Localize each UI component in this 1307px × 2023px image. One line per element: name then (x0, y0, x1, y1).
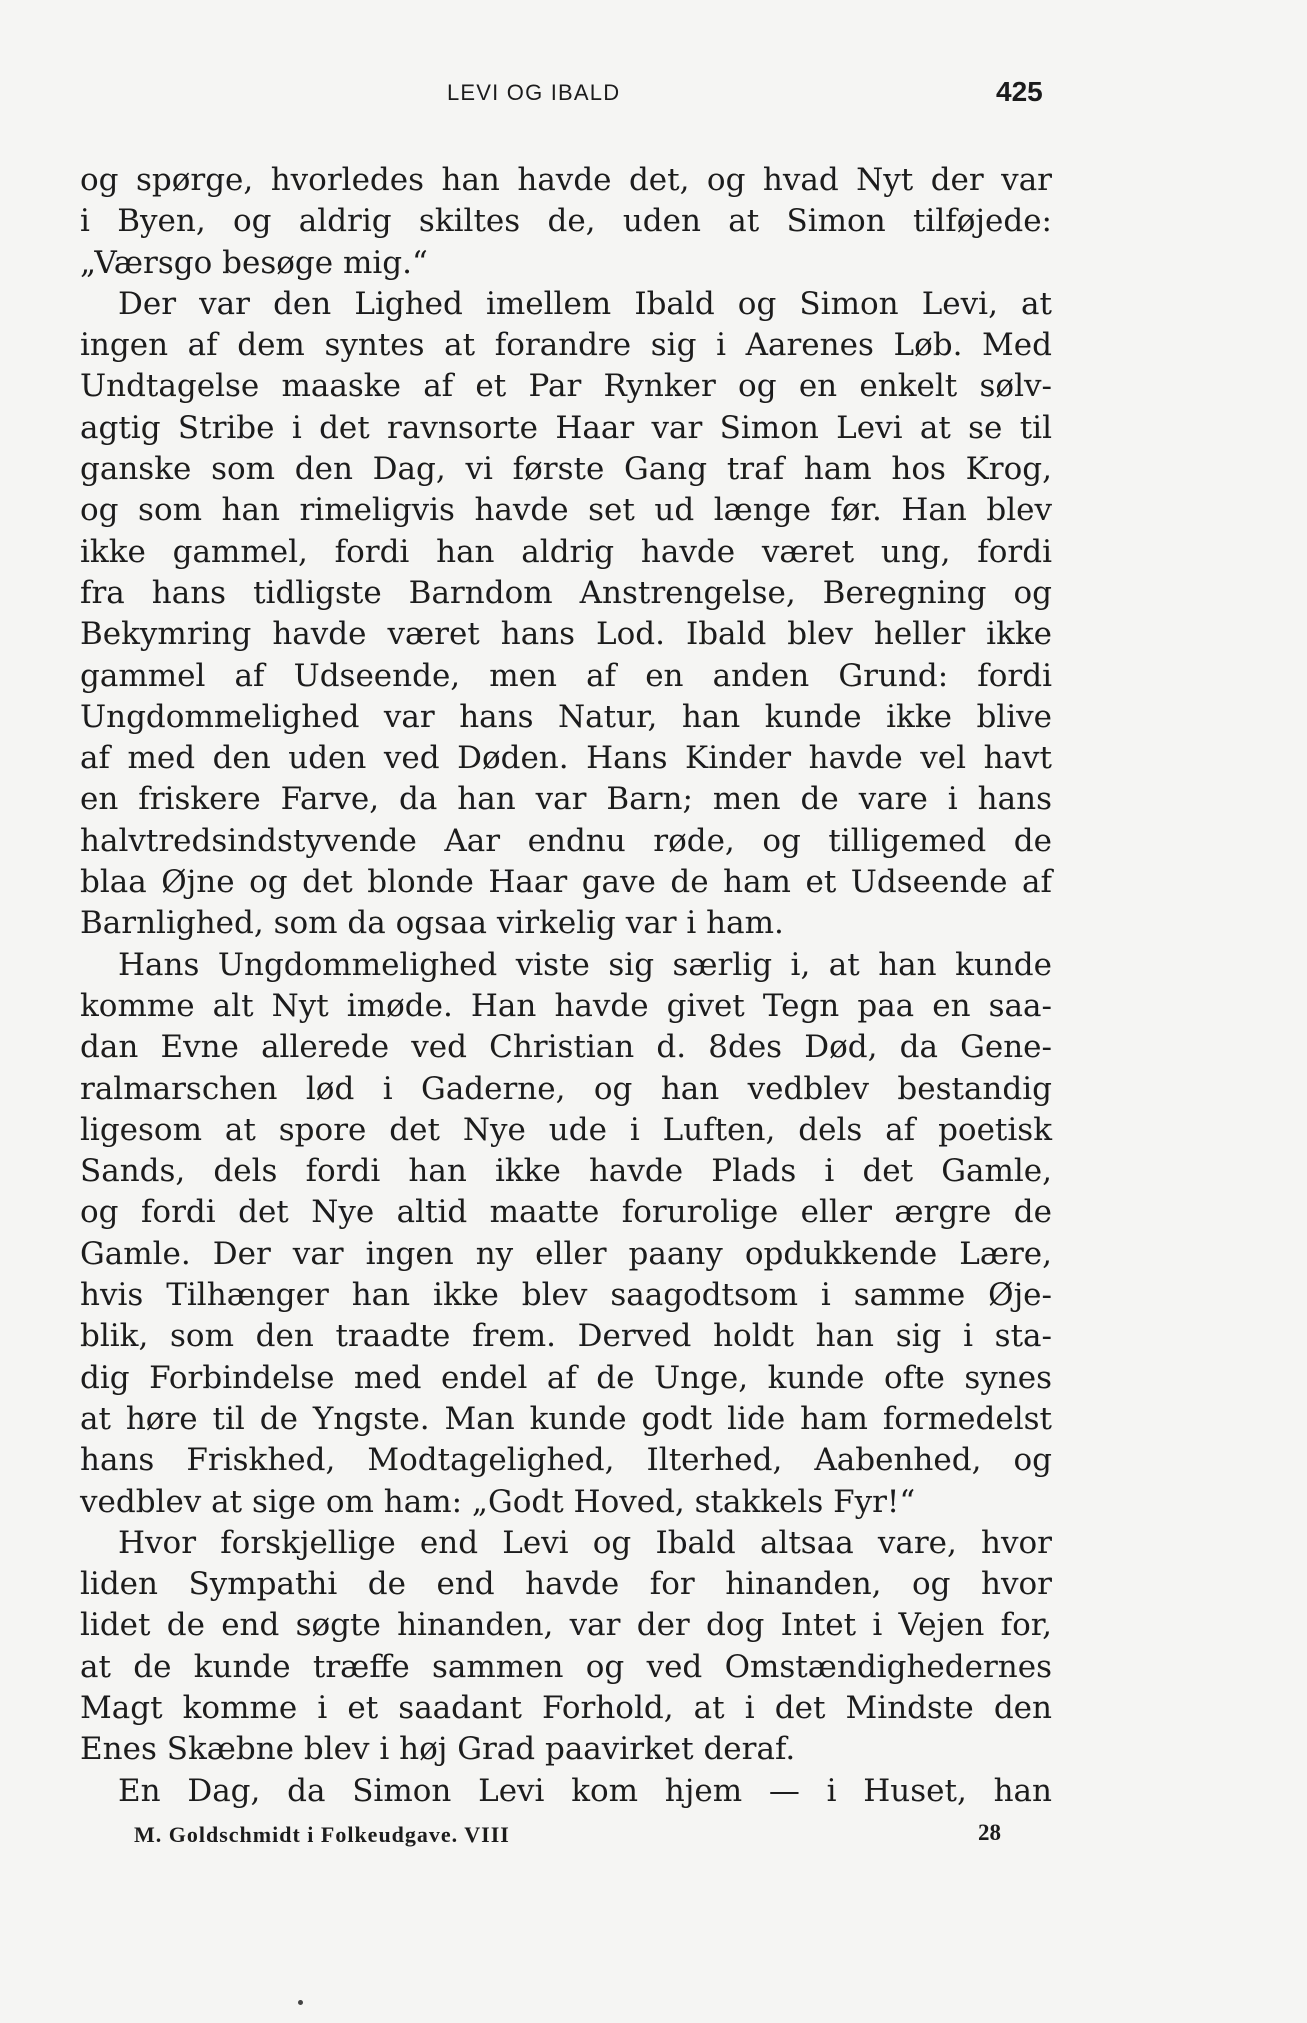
text-line: dig Forbindelse med endel af de Unge, kunde ofte synes (80, 1359, 1052, 1396)
running-title: LEVI OG IBALD (447, 80, 621, 105)
text-line: Undtagelse maaske af et Par Rynker og en enkelt sølv- (80, 368, 1052, 405)
text-line: blaa Øjne og det blonde Haar gave de ham et Udseende af (80, 864, 1052, 901)
text-line: ralmarschen lød i Gaderne, og han vedblev bestandig (80, 1070, 1052, 1107)
text-line: hvis Tilhænger han ikke blev saagodtsom i samme Øje- (80, 1277, 1052, 1314)
footer-edition-note: M. Goldschmidt i Folkeudgave. VIII (134, 1822, 510, 1847)
text-line: ligesom at spore det Nye ude i Luften, dels af poetisk (80, 1111, 1052, 1148)
text-line: Bekymring havde været hans Lod. Ibald blev heller ikke (80, 616, 1052, 653)
text-line: liden Sympathi de end havde for hinanden, og hvor (80, 1566, 1052, 1603)
text-line: ikke gammel, fordi han aldrig havde været ung, fordi (80, 533, 1052, 570)
body-text (80, 160, 1052, 1812)
text-line: at høre til de Yngste. Man kunde godt lide ham formedelst (80, 1400, 1052, 1437)
text-line: og som han rimeligvis havde set ud længe før. Han blev (80, 492, 1052, 529)
text-line: en friskere Farve, da han var Barn; men de vare i hans (80, 781, 1052, 818)
signature-mark: 28 (978, 1820, 1001, 1845)
text-line: i Byen, og aldrig skiltes de, uden at Simon tilføjede: (80, 203, 1052, 240)
text-line: gammel af Udseende, men af en anden Grund: fordi (80, 657, 1052, 694)
text-line: at de kunde træffe sammen og ved Omstændighedernes (80, 1648, 1052, 1685)
text-line: „Værsgo besøge mig.“ (80, 244, 428, 281)
text-line: ingen af dem syntes at forandre sig i Aarenes Løb. Med (80, 327, 1052, 364)
paragraph-start-line: Der var den Lighed imellem Ibald og Simon Levi, at (118, 285, 1052, 322)
text-line: fra hans tidligste Barndom Anstrengelse, Beregning og (80, 574, 1052, 611)
text-line: og fordi det Nye altid maatte forurolige eller ærgre de (80, 1194, 1052, 1231)
text-line: Magt komme i et saadant Forhold, at i det Mindste den (80, 1689, 1052, 1726)
text-line: blik, som den traadte frem. Derved holdt han sig i sta- (80, 1318, 1052, 1355)
running-head (0, 76, 1307, 116)
text-line: lidet de end søgte hinanden, var der dog Intet i Vejen for, (80, 1607, 1052, 1644)
text-line: Sands, dels fordi han ikke havde Plads i det Gamle, (80, 1153, 1052, 1190)
text-line: dan Evne allerede ved Christian d. 8des Død, da Gene- (80, 1029, 1052, 1066)
text-line: komme alt Nyt imøde. Han havde givet Tegn paa en saa- (80, 987, 1052, 1024)
text-line: Ungdommelighed var hans Natur, han kunde ikke blive (80, 698, 1052, 735)
text-line: Gamle. Der var ingen ny eller paany opdukkende Lære, (80, 1235, 1052, 1272)
page-number: 425 (996, 76, 1043, 107)
paper-speck (298, 2000, 303, 2005)
paragraph-start-line: Hans Ungdommelighed viste sig særlig i, at han kunde (118, 946, 1052, 983)
text-line: agtig Stribe i det ravnsorte Haar var Simon Levi at se til (80, 409, 1052, 446)
paragraph-start-line: Hvor forskjellige end Levi og Ibald altsaa vare, hvor (118, 1524, 1052, 1561)
text-line: vedblev at sige om ham: „Godt Hoved, stakkels Fyr!“ (80, 1483, 916, 1520)
text-line: halvtredsindstyvende Aar endnu røde, og tilligemed de (80, 822, 1052, 859)
text-line: Enes Skæbne blev i høj Grad paavirket deraf. (80, 1731, 796, 1768)
text-line: Barnlighed, som da ogsaa virkelig var i ham. (80, 905, 784, 942)
text-line: ganske som den Dag, vi første Gang traf ham hos Krog, (80, 451, 1052, 488)
text-line: hans Friskhed, Modtagelighed, Ilterhed, Aabenhed, og (80, 1442, 1052, 1479)
paragraph-start-line: En Dag, da Simon Levi kom hjem — i Huset, han (118, 1772, 1052, 1809)
text-line: og spørge, hvorledes han havde det, og hvad Nyt der var (80, 162, 1052, 198)
page-footer (0, 1818, 1307, 1854)
text-line: af med den uden ved Døden. Hans Kinder havde vel havt (80, 740, 1052, 777)
